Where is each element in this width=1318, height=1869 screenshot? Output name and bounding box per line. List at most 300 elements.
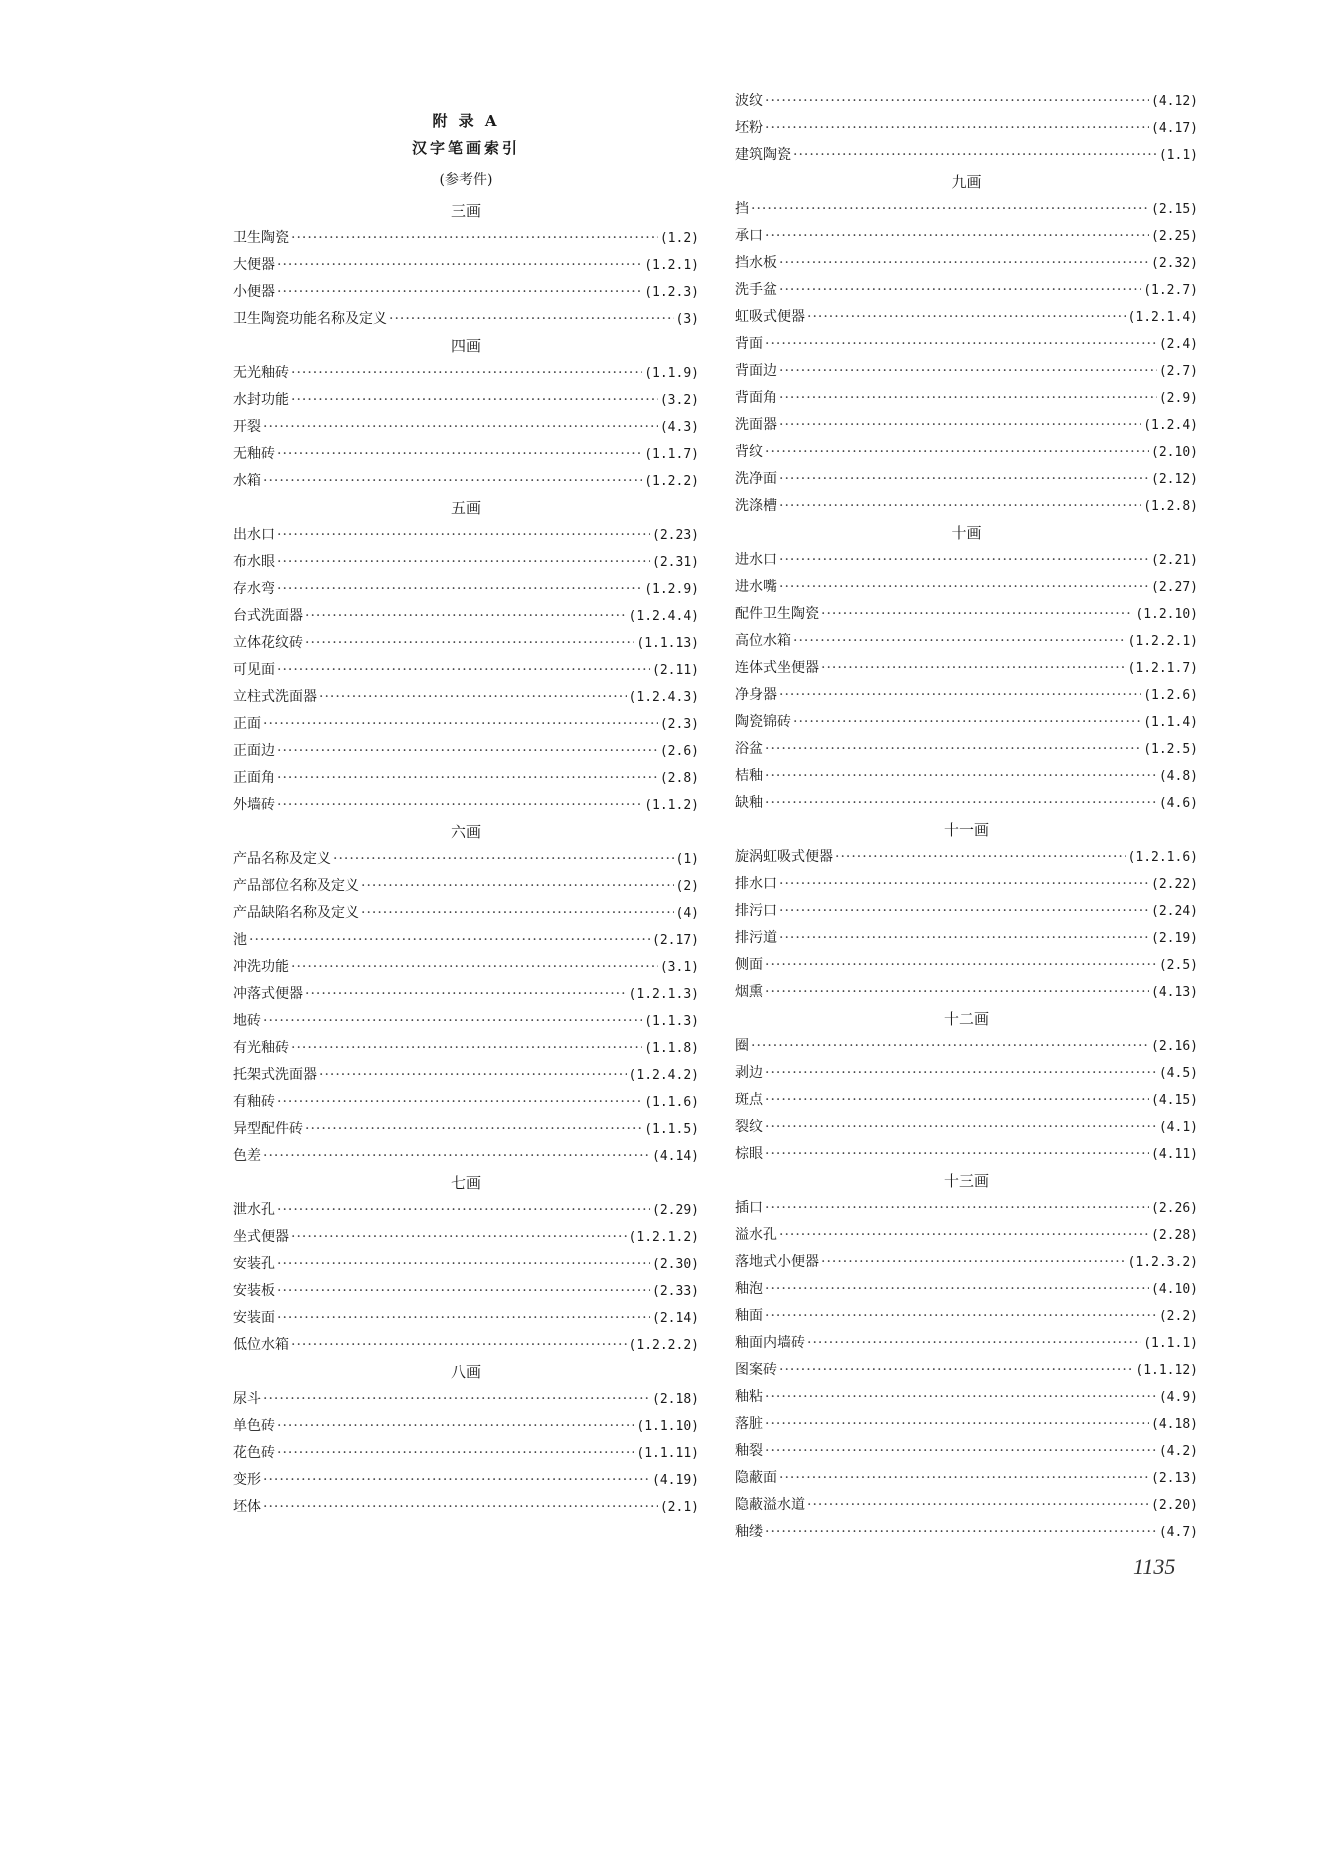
index-term: 净身器: [735, 687, 777, 703]
dot-leader: [319, 1062, 627, 1089]
index-entry: [233, 657, 699, 684]
appendix-title: 汉字笔画索引: [411, 139, 520, 157]
dot-leader: [835, 844, 1126, 871]
index-ref: (4.10): [1151, 1282, 1198, 1297]
index-ref: (1.2.2): [644, 474, 699, 489]
index-term: 缺釉: [735, 795, 763, 811]
index-entry: [735, 1141, 1198, 1168]
index-term: 排污口: [735, 903, 777, 919]
index-entry: [735, 1060, 1198, 1087]
index-term: 排水口: [735, 876, 777, 892]
index-term: 冲洗功能: [233, 959, 289, 975]
index-term: 有光釉砖: [233, 1040, 289, 1056]
index-entry: [735, 1222, 1198, 1249]
index-ref: (2.1): [659, 1500, 699, 1515]
index-term: 烟熏: [735, 984, 763, 1000]
index-entry: [735, 1465, 1198, 1492]
dot-leader: [779, 682, 1141, 709]
dot-leader: [305, 1116, 642, 1143]
index-term: 剥边: [735, 1065, 763, 1081]
dot-leader: [779, 925, 1149, 952]
index-ref: (4.19): [652, 1473, 699, 1488]
dot-leader: [765, 952, 1157, 979]
dot-leader: [793, 142, 1157, 169]
index-ref: (1.1.10): [636, 1419, 699, 1434]
index-term: 背面: [735, 336, 763, 352]
dot-leader: [277, 1440, 634, 1467]
index-entry: [233, 414, 699, 441]
index-entry: [735, 385, 1198, 412]
index-entry: [735, 1114, 1198, 1141]
index-ref: (1.2.3): [644, 285, 699, 300]
index-term: 产品名称及定义: [233, 851, 331, 867]
index-term: 台式洗面器: [233, 608, 303, 624]
index-term: 陶瓷锦砖: [735, 714, 791, 730]
dot-leader: [765, 1276, 1149, 1303]
dot-leader: [263, 414, 658, 441]
dot-leader: [765, 1114, 1157, 1141]
index-ref: (1.1.5): [644, 1122, 699, 1137]
index-ref: (1.1.11): [636, 1446, 699, 1461]
dot-leader: [751, 1033, 1149, 1060]
dot-leader: [765, 1087, 1149, 1114]
index-ref: (1.2.1.2): [628, 1230, 699, 1245]
index-ref: (1.1.9): [644, 366, 699, 381]
dot-leader: [277, 765, 658, 792]
index-term: 坯体: [233, 1499, 261, 1515]
index-entry: [735, 952, 1198, 979]
dot-leader: [277, 441, 642, 468]
dot-leader: [765, 1195, 1149, 1222]
index-entry: [735, 1438, 1198, 1465]
index-ref: (1.1.8): [644, 1041, 699, 1056]
dot-leader: [779, 1222, 1149, 1249]
index-ref: (1.2.4.2): [628, 1068, 699, 1083]
dot-leader: [277, 792, 642, 819]
index-term: 小便器: [233, 284, 275, 300]
index-ref: (2.21): [1151, 553, 1198, 568]
index-entry: [735, 736, 1198, 763]
index-entry: [233, 1197, 699, 1224]
index-entry: [233, 1386, 699, 1413]
index-ref: (2.19): [1151, 931, 1198, 946]
index-entry: [233, 1332, 699, 1359]
index-ref: (4.3): [659, 420, 699, 435]
index-entry: [735, 1411, 1198, 1438]
index-term: 釉缕: [735, 1524, 763, 1540]
dot-leader: [765, 1141, 1149, 1168]
dot-leader: [277, 522, 650, 549]
index-term: 花色砖: [233, 1445, 275, 1461]
index-ref: (1.2.3.2): [1127, 1255, 1198, 1270]
index-entry: [233, 630, 699, 657]
index-term: 卫生陶瓷功能名称及定义: [233, 311, 387, 327]
dot-leader: [291, 1332, 627, 1359]
index-entry: [233, 1413, 699, 1440]
index-entry: [233, 225, 699, 252]
index-ref: (2.8): [659, 771, 699, 786]
index-term: 釉泡: [735, 1281, 763, 1297]
index-entry: [233, 360, 699, 387]
dot-leader: [765, 763, 1157, 790]
dot-leader: [807, 1492, 1149, 1519]
index-ref: (2.16): [1151, 1039, 1198, 1054]
dot-leader: [291, 1224, 627, 1251]
index-term: 连体式坐便器: [735, 660, 819, 676]
index-term: 排污道: [735, 930, 777, 946]
index-ref: (1.1.13): [636, 636, 699, 651]
index-ref: (1.1.12): [1135, 1363, 1198, 1378]
index-entry: [233, 306, 699, 333]
dot-leader: [779, 493, 1141, 520]
index-ref: (2.14): [652, 1311, 699, 1326]
dot-leader: [277, 1305, 650, 1332]
index-term: 坯粉: [735, 120, 763, 136]
dot-leader: [277, 657, 650, 684]
index-entry: [233, 522, 699, 549]
right-index-sections: [735, 169, 1198, 1546]
index-entry: [735, 412, 1198, 439]
index-ref: (2.26): [1151, 1201, 1198, 1216]
dot-leader: [277, 549, 650, 576]
stroke-section-title: 十二画: [943, 1010, 989, 1028]
index-entry: [735, 223, 1198, 250]
index-entry: [735, 628, 1198, 655]
index-term: 圈: [735, 1038, 749, 1054]
dot-leader: [263, 1008, 642, 1035]
stroke-section-title: 八画: [450, 1363, 481, 1381]
index-ref: (2.6): [659, 744, 699, 759]
dot-leader: [291, 954, 658, 981]
index-ref: (2.28): [1151, 1228, 1198, 1243]
index-entry: [735, 574, 1198, 601]
index-ref: (2.10): [1151, 445, 1198, 460]
index-ref: (2.3): [659, 717, 699, 732]
index-ref: (4.18): [1151, 1417, 1198, 1432]
dot-leader: [765, 1060, 1157, 1087]
index-entry: [735, 601, 1198, 628]
index-term: 托架式洗面器: [233, 1067, 317, 1083]
index-ref: (1.2.10): [1135, 607, 1198, 622]
index-entry: [233, 765, 699, 792]
dot-leader: [277, 1278, 650, 1305]
index-term: 釉面: [735, 1308, 763, 1324]
index-entry: [233, 1035, 699, 1062]
index-ref: (1.1.3): [644, 1014, 699, 1029]
index-entry: [735, 331, 1198, 358]
index-term: 裂纹: [735, 1119, 763, 1135]
index-term: 高位水箱: [735, 633, 791, 649]
dot-leader: [779, 250, 1149, 277]
index-ref: (3): [675, 312, 699, 327]
index-entry: [233, 576, 699, 603]
index-entry: [233, 1116, 699, 1143]
index-ref: (2.4): [1158, 337, 1198, 352]
index-term: 旋涡虹吸式便器: [735, 849, 833, 865]
index-ref: (2.7): [1158, 364, 1198, 379]
index-ref: (1.1): [1158, 148, 1198, 163]
index-entry: [735, 115, 1198, 142]
index-ref: (1.2.1.7): [1127, 661, 1198, 676]
index-ref: (1.2): [659, 231, 699, 246]
index-ref: (2.30): [652, 1257, 699, 1272]
dot-leader: [305, 630, 634, 657]
dot-leader: [765, 1411, 1149, 1438]
index-term: 立体花纹砖: [233, 635, 303, 651]
dot-leader: [765, 790, 1157, 817]
dot-leader: [779, 574, 1149, 601]
index-ref: (1.1.1): [1143, 1336, 1198, 1351]
dot-leader: [751, 196, 1149, 223]
index-term: 釉裂: [735, 1443, 763, 1459]
index-term: 桔釉: [735, 768, 763, 784]
dot-leader: [263, 1494, 658, 1521]
index-ref: (4.2): [1158, 1444, 1198, 1459]
dot-leader: [291, 387, 658, 414]
index-term: 外墙砖: [233, 797, 275, 813]
index-ref: (4): [675, 906, 699, 921]
index-entry: [233, 738, 699, 765]
index-term: 背面边: [735, 363, 777, 379]
dot-leader: [765, 331, 1157, 358]
index-term: 安装孔: [233, 1256, 275, 1272]
right-continued-entries: [735, 88, 1198, 169]
dot-leader: [807, 1330, 1141, 1357]
index-ref: (4.13): [1151, 985, 1198, 1000]
index-entry: [735, 547, 1198, 574]
index-ref: (1.2.2.1): [1127, 634, 1198, 649]
index-ref: (4.15): [1151, 1093, 1198, 1108]
index-term: 安装面: [233, 1310, 275, 1326]
stroke-section-title: 九画: [951, 173, 982, 191]
index-entry: [735, 304, 1198, 331]
index-term: 坐式便器: [233, 1229, 289, 1245]
dot-leader: [305, 603, 627, 630]
left-column: [233, 108, 699, 1521]
dot-leader: [277, 738, 658, 765]
index-term: 单色砖: [233, 1418, 275, 1434]
index-term: 浴盆: [735, 741, 763, 757]
index-term: 釉面内墙砖: [735, 1335, 805, 1351]
index-ref: (2.17): [652, 933, 699, 948]
dot-leader: [263, 468, 642, 495]
stroke-section-title: 七画: [450, 1174, 481, 1192]
dot-leader: [277, 1089, 642, 1116]
dot-leader: [277, 252, 642, 279]
index-ref: (1.2.1.6): [1127, 850, 1198, 865]
index-term: 挡: [735, 201, 749, 217]
index-term: 落地式小便器: [735, 1254, 819, 1270]
dot-leader: [263, 1386, 650, 1413]
index-entry: [735, 1303, 1198, 1330]
dot-leader: [793, 628, 1126, 655]
index-term: 棕眼: [735, 1146, 763, 1162]
index-term: 卫生陶瓷: [233, 230, 289, 246]
index-term: 无釉砖: [233, 446, 275, 462]
index-entry: [735, 925, 1198, 952]
index-term: 变形: [233, 1472, 261, 1488]
index-term: 配件卫生陶瓷: [735, 606, 819, 622]
index-entry: [735, 358, 1198, 385]
index-term: 正面: [233, 716, 261, 732]
index-term: 背纹: [735, 444, 763, 460]
index-entry: [233, 711, 699, 738]
index-term: 大便器: [233, 257, 275, 273]
index-term: 存水弯: [233, 581, 275, 597]
index-ref: (2.5): [1158, 958, 1198, 973]
index-entry: [735, 142, 1198, 169]
dot-leader: [319, 684, 627, 711]
index-entry: [233, 900, 699, 927]
index-term: 挡水板: [735, 255, 777, 271]
index-term: 水封功能: [233, 392, 289, 408]
dot-leader: [263, 711, 658, 738]
index-term: 正面边: [233, 743, 275, 759]
index-entry: [233, 846, 699, 873]
index-entry: [735, 898, 1198, 925]
index-ref: (2.31): [652, 555, 699, 570]
index-term: 承口: [735, 228, 763, 244]
index-entry: [735, 493, 1198, 520]
index-entry: [735, 1357, 1198, 1384]
index-ref: (3.1): [659, 960, 699, 975]
index-term: 产品部位名称及定义: [233, 878, 359, 894]
index-term: 洗涤槽: [735, 498, 777, 514]
dot-leader: [779, 412, 1141, 439]
index-ref: (1.1.2): [644, 798, 699, 813]
index-entry: [233, 1143, 699, 1170]
index-entry: [735, 709, 1198, 736]
index-ref: (2.25): [1151, 229, 1198, 244]
stroke-section-title: 十一画: [943, 821, 989, 839]
index-entry: [233, 468, 699, 495]
index-term: 斑点: [735, 1092, 763, 1108]
dot-leader: [779, 871, 1149, 898]
index-ref: (4.14): [652, 1149, 699, 1164]
dot-leader: [765, 1519, 1157, 1546]
index-ref: (2.27): [1151, 580, 1198, 595]
dot-leader: [263, 1143, 650, 1170]
index-ref: (4.8): [1158, 769, 1198, 784]
index-ref: (1.2.7): [1143, 283, 1198, 298]
dot-leader: [291, 360, 642, 387]
index-term: 波纹: [735, 93, 763, 109]
index-entry: [735, 1033, 1198, 1060]
index-term: 图案砖: [735, 1362, 777, 1378]
index-entry: [735, 790, 1198, 817]
dot-leader: [277, 279, 642, 306]
index-ref: (2.23): [652, 528, 699, 543]
dot-leader: [361, 873, 674, 900]
index-term: 背面角: [735, 390, 777, 406]
index-entry: [233, 549, 699, 576]
index-entry: [735, 196, 1198, 223]
index-entry: [735, 871, 1198, 898]
index-ref: (2.13): [1151, 1471, 1198, 1486]
index-term: 水箱: [233, 473, 261, 489]
dot-leader: [305, 981, 627, 1008]
dot-leader: [765, 223, 1149, 250]
index-ref: (2.22): [1151, 877, 1198, 892]
index-term: 泄水孔: [233, 1202, 275, 1218]
index-term: 布水眼: [233, 554, 275, 570]
stroke-section-title: 十三画: [943, 1172, 989, 1190]
dot-leader: [779, 385, 1157, 412]
index-term: 色差: [233, 1148, 261, 1164]
index-entry: [233, 684, 699, 711]
dot-leader: [389, 306, 674, 333]
index-term: 无光釉砖: [233, 365, 289, 381]
index-ref: (2.2): [1158, 1309, 1198, 1324]
dot-leader: [277, 1197, 650, 1224]
dot-leader: [779, 358, 1157, 385]
index-ref: (2.20): [1151, 1498, 1198, 1513]
index-term: 隐蔽溢水道: [735, 1497, 805, 1513]
index-ref: (4.7): [1158, 1525, 1198, 1540]
index-entry: [233, 603, 699, 630]
index-ref: (2.11): [652, 663, 699, 678]
index-entry: [233, 279, 699, 306]
index-entry: [735, 1330, 1198, 1357]
index-entry: [735, 1492, 1198, 1519]
index-ref: (4.17): [1151, 121, 1198, 136]
dot-leader: [765, 1303, 1157, 1330]
index-entry: [233, 792, 699, 819]
dot-leader: [779, 1465, 1149, 1492]
dot-leader: [277, 1251, 650, 1278]
index-term: 洗手盆: [735, 282, 777, 298]
page-number: 1135: [1133, 1554, 1176, 1579]
index-entry: [233, 252, 699, 279]
index-entry: [735, 1249, 1198, 1276]
dot-leader: [765, 88, 1149, 115]
index-term: 异型配件砖: [233, 1121, 303, 1137]
index-entry: [233, 1278, 699, 1305]
stroke-section-title: 四画: [450, 337, 481, 355]
index-ref: (2.12): [1151, 472, 1198, 487]
dot-leader: [779, 466, 1149, 493]
index-ref: (2.32): [1151, 256, 1198, 271]
dot-leader: [765, 1438, 1157, 1465]
index-ref: (1): [675, 852, 699, 867]
index-ref: (2.9): [1158, 391, 1198, 406]
index-ref: (1.2.6): [1143, 688, 1198, 703]
index-ref: (1.2.1): [644, 258, 699, 273]
index-ref: (4.11): [1151, 1147, 1198, 1162]
index-entry: [735, 88, 1198, 115]
index-entry: [735, 763, 1198, 790]
dot-leader: [263, 1467, 650, 1494]
index-ref: (1.2.8): [1143, 499, 1198, 514]
index-entry: [233, 387, 699, 414]
index-ref: (4.12): [1151, 94, 1198, 109]
index-term: 侧面: [735, 957, 763, 973]
index-entry: [233, 927, 699, 954]
index-ref: (1.1.7): [644, 447, 699, 462]
index-ref: (1.2.4): [1143, 418, 1198, 433]
index-entry: [735, 250, 1198, 277]
stroke-section-title: 六画: [450, 823, 481, 841]
dot-leader: [793, 709, 1141, 736]
index-term: 低位水箱: [233, 1337, 289, 1353]
index-term: 釉粘: [735, 1389, 763, 1405]
index-term: 洗净面: [735, 471, 777, 487]
dot-leader: [333, 846, 674, 873]
index-term: 开裂: [233, 419, 261, 435]
index-entry: [735, 844, 1198, 871]
dot-leader: [779, 898, 1149, 925]
index-ref: (1.2.4.3): [628, 690, 699, 705]
